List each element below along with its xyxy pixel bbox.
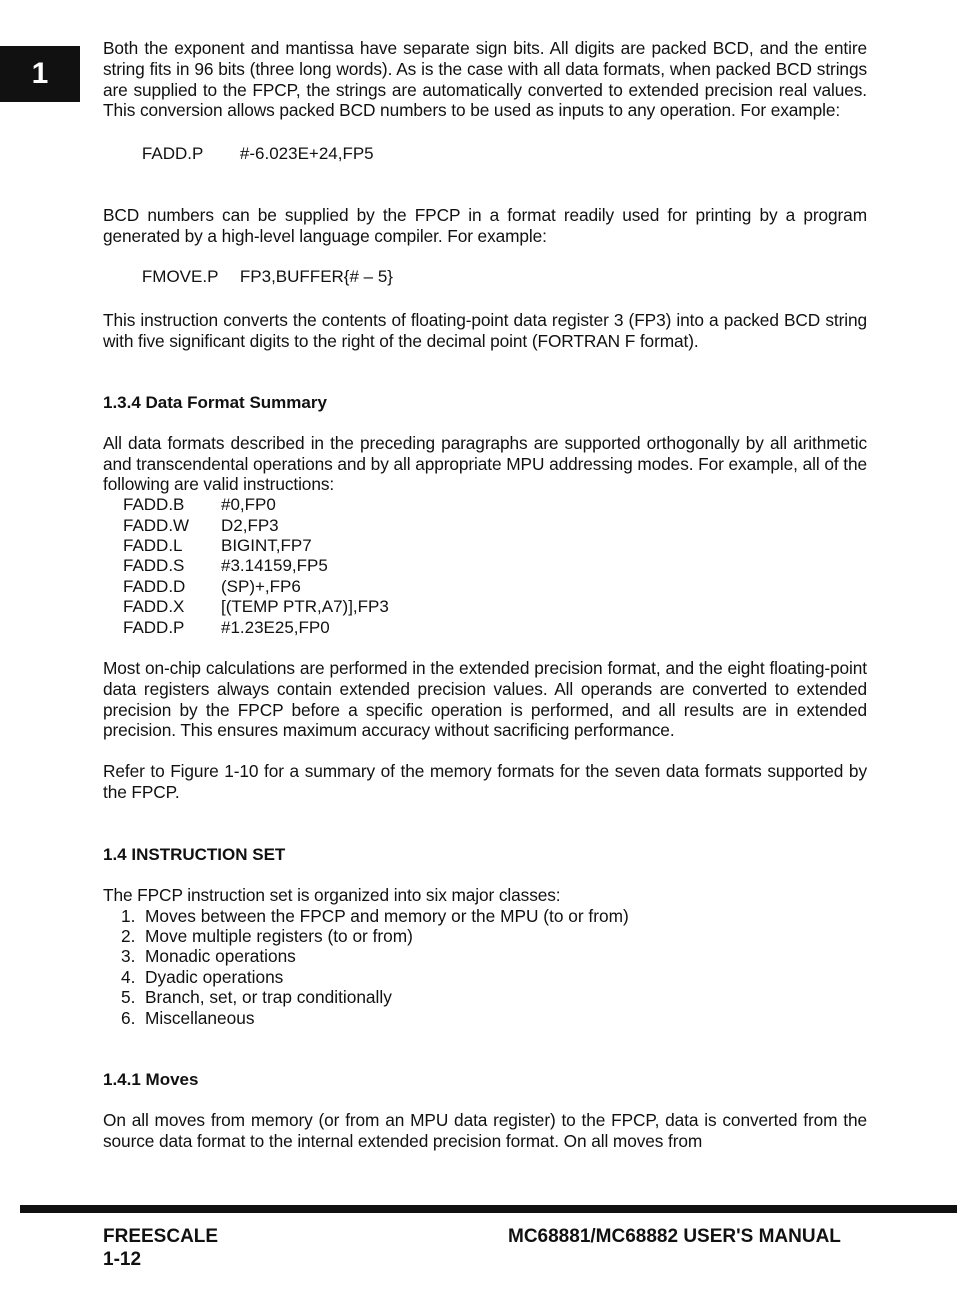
- instruction-mnemonic: FADD.S: [123, 556, 185, 576]
- heading-instruction-set: 1.4 INSTRUCTION SET: [103, 844, 286, 864]
- example-operand: #-6.023E+24,FP5: [239, 143, 374, 163]
- instruction-row: [123, 516, 867, 536]
- instruction-classes-list: [103, 906, 867, 1028]
- footer-left: [103, 1225, 218, 1271]
- instruction-row: [123, 597, 867, 617]
- list-item: 5. Branch, set, or trap conditionally: [121, 987, 392, 1008]
- page-content: [103, 38, 867, 1152]
- instruction-operand: #1.23E25,FP0: [221, 617, 330, 637]
- instruction-operand: #3.14159,FP5: [221, 556, 328, 576]
- footer-page-number: 1-12: [103, 1249, 142, 1270]
- example-fadd-p: [123, 123, 867, 184]
- instruction-mnemonic: FADD.P: [123, 617, 185, 637]
- instruction-mnemonic: FADD.D: [123, 576, 186, 596]
- instruction-mnemonic: FADD.B: [123, 495, 185, 515]
- paragraph-bcd-sign-bits: Both the exponent and mantissa have separate sign bits. All digits are packed BCD, and the entire string fits in 96 bits (three long words). As is the case with all data formats, when packed BCD strings are supplied to the FPCP, the strings are automatically converted to extended precision real values. This conversion allows packed BCD numbers to be used as inputs to any operation. For example:: [103, 38, 867, 121]
- example-fmove-p: [123, 247, 867, 308]
- paragraph-data-formats-orthogonal: All data formats described in the preceding paragraphs are supported orthogonally by all arithmetic and transcendental operations and by all appropriate MPU addressing modes. For example, all of the following are valid instructions:: [103, 432, 867, 495]
- example-operand: FP3,BUFFER{# – 5}: [239, 267, 393, 287]
- instruction-row: [123, 495, 867, 515]
- example-mnemonic: FADD.P: [141, 143, 204, 163]
- valid-instructions-list: [123, 495, 867, 638]
- footer-manual-title: MC68881/MC68882 USER'S MANUAL: [508, 1226, 841, 1247]
- chapter-tab: 1: [0, 46, 80, 102]
- instruction-row: [123, 556, 867, 576]
- list-item: 3. Monadic operations: [121, 946, 296, 967]
- instruction-mnemonic: FADD.L: [123, 536, 183, 556]
- paragraph-fmove-explanation: This instruction converts the contents of floating-point data register 3 (FP3) into a packed BCD string with five significant digits to the right of the decimal point (FORTRAN F format).: [103, 310, 867, 352]
- paragraph-extended-precision: Most on-chip calculations are performed in the extended precision format, and the eight floating-point data registers always contain extended precision values. All operands are converted to extended precision by the FPCP before a specific operation is performed, and all results are in extended precision. This ensures maximum accuracy without sacrificing performance.: [103, 658, 867, 741]
- list-item: 2. Move multiple registers (to or from): [121, 926, 413, 947]
- instruction-mnemonic: FADD.X: [123, 597, 185, 617]
- list-item: 1. Moves between the FPCP and memory or the MPU (to or from): [121, 905, 629, 926]
- instruction-row: [123, 577, 867, 597]
- instruction-operand: D2,FP3: [221, 515, 279, 535]
- footer-rule: [20, 1205, 957, 1213]
- heading-data-format-summary: 1.3.4 Data Format Summary: [103, 392, 327, 412]
- paragraph-moves: On all moves from memory (or from an MPU data register) to the FPCP, data is converted from the source data format to the internal extended precision format. On all moves from: [103, 1110, 867, 1151]
- instruction-operand: [(TEMP PTR,A7)],FP3: [221, 597, 389, 617]
- paragraph-instruction-classes-intro: The FPCP instruction set is organized into six major classes:: [103, 884, 561, 905]
- heading-moves: 1.4.1 Moves: [103, 1070, 199, 1090]
- instruction-row: [123, 618, 867, 638]
- instruction-operand: (SP)+,FP6: [221, 576, 301, 596]
- example-mnemonic: FMOVE.P: [141, 267, 219, 287]
- instruction-row: [123, 536, 867, 556]
- footer-publisher: FREESCALE: [103, 1226, 219, 1247]
- list-item: 6. Miscellaneous: [121, 1007, 255, 1028]
- instruction-operand: BIGINT,FP7: [221, 536, 312, 556]
- paragraph-bcd-printing: BCD numbers can be supplied by the FPCP in a format readily used for printing by a program generated by a high-level language compiler. For example:: [103, 205, 867, 247]
- list-item: 4. Dyadic operations: [121, 966, 284, 987]
- paragraph-figure-reference: Refer to Figure 1-10 for a summary of the memory formats for the seven data formats supported by the FPCP.: [103, 761, 867, 803]
- instruction-operand: #0,FP0: [221, 495, 276, 515]
- instruction-mnemonic: FADD.W: [123, 515, 190, 535]
